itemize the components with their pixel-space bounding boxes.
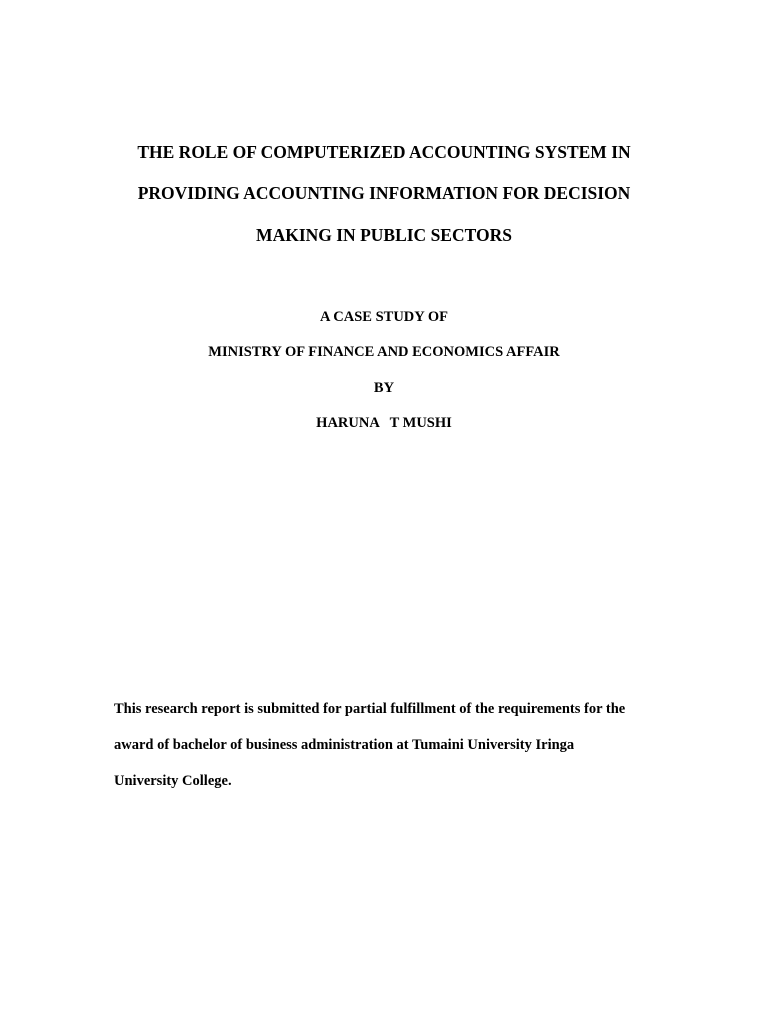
statement-line-2: award of bachelor of business administration at Tumaini University Iringa bbox=[114, 737, 575, 753]
title-line-3: MAKING IN PUBLIC SECTORS bbox=[256, 225, 512, 245]
author-name: HARUNA T MUSHI bbox=[316, 415, 452, 431]
case-study-label: A CASE STUDY OF bbox=[320, 309, 448, 325]
title-line-2: PROVIDING ACCOUNTING INFORMATION FOR DECISION bbox=[137, 183, 631, 203]
title-line-1: THE ROLE OF COMPUTERIZED ACCOUNTING SYSTEM IN bbox=[137, 142, 631, 162]
statement-line-3: University College. bbox=[114, 773, 232, 789]
statement-line-1: This research report is submitted for partial fulfillment of the requirements for the bbox=[114, 701, 626, 717]
organization-name: MINISTRY OF FINANCE AND ECONOMICS AFFAIR bbox=[208, 344, 560, 360]
by-label: BY bbox=[373, 380, 395, 396]
